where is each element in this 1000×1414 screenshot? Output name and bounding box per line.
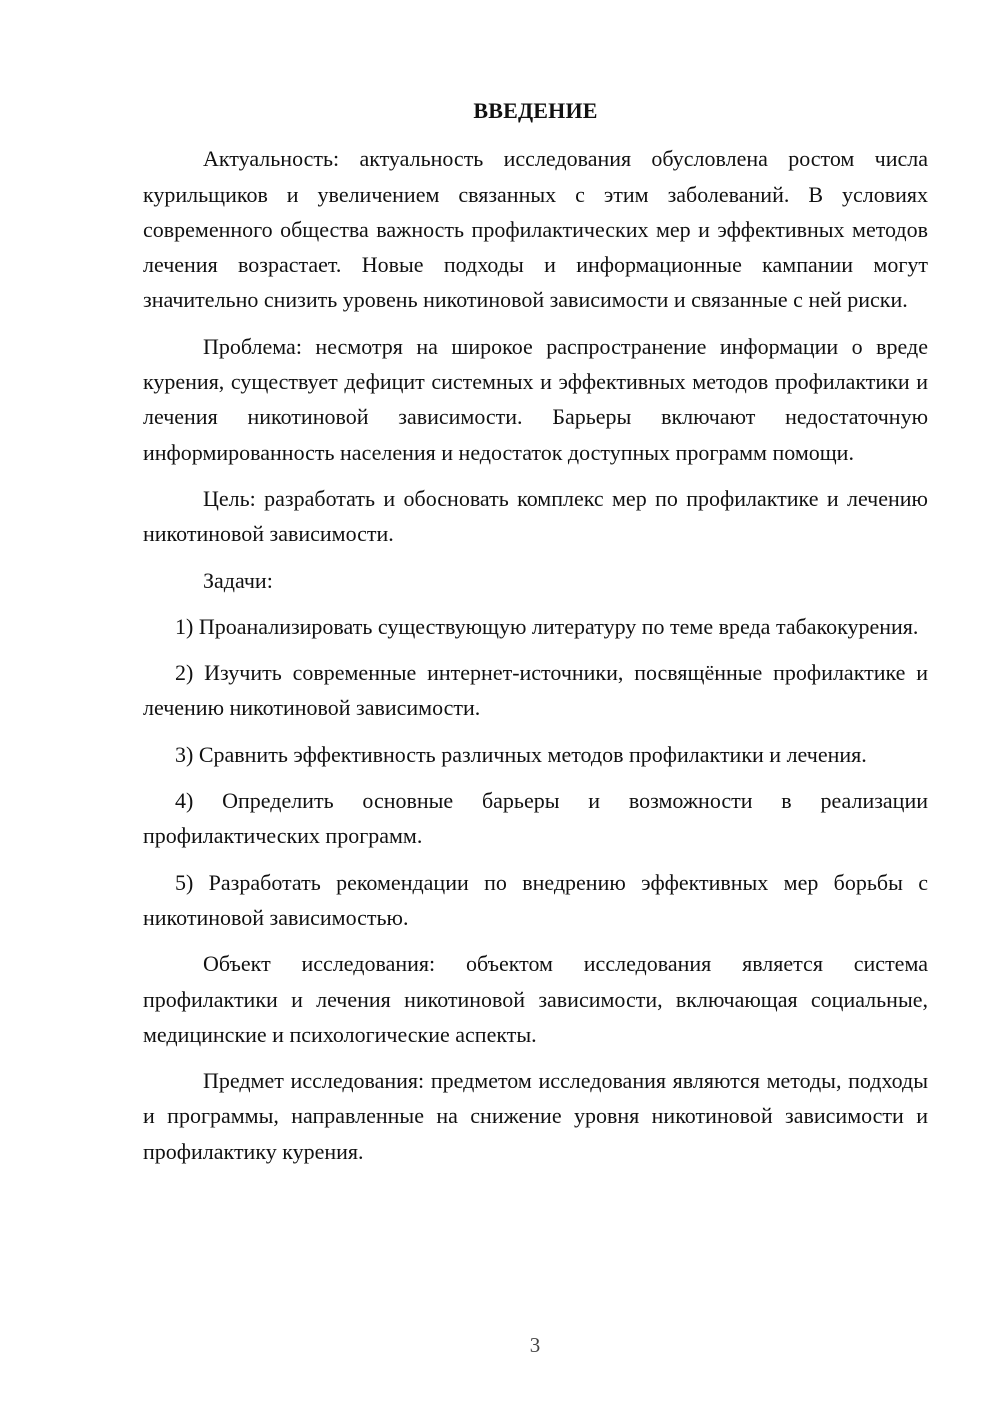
document-body	[143, 93, 928, 1180]
section-heading: ВВЕДЕНИЕ	[473, 98, 598, 123]
task-item-3: 3) Сравнить эффективность различных методов профилактики и лечения.	[175, 741, 867, 767]
task-item-2: 2) Изучить современные интернет-источники, посвящённые профилактике и лечению никотиновой зависимости.	[143, 660, 928, 721]
task-item-4: 4) Определить основные барьеры и возможности в реализации профилактических программ.	[143, 788, 928, 849]
tasks-label: Задачи:	[203, 567, 273, 593]
task-item-1: 1) Проанализировать существующую литературу по теме вреда табакокурения.	[175, 613, 919, 639]
paragraph-problem: Проблема: несмотря на широкое распространение информации о вреде курения, существует дефицит системных и эффективных методов профилактики и лечения никотиновой зависимости. Барьеры включают недостаточную информированность населения и недостаток доступных программ помощи.	[143, 333, 928, 465]
task-item-5: 5) Разработать рекомендации по внедрению эффективных мер борьбы с никотиновой зависимостью.	[143, 869, 928, 930]
paragraph-object: Объект исследования: объектом исследования является система профилактики и лечения никотиновой зависимости, включающая социальные, медицинские и психологические аспекты.	[143, 951, 928, 1047]
paragraph-goal: Цель: разработать и обосновать комплекс мер по профилактике и лечению никотиновой зависимости.	[143, 485, 928, 547]
page-number: 3	[529, 1333, 541, 1357]
paragraph-relevance: Актуальность: актуальность исследования обусловлена ростом числа курильщиков и увеличением связанных с этим заболеваний. В условиях современного общества важность профилактических мер и эффективных методов лечения возрастает. Новые подходы и информационные кампании могут значительно снизить уровень никотиновой зависимости и связанные с ней риски.	[143, 146, 928, 313]
paragraph-subject: Предмет исследования: предметом исследования являются методы, подходы и программы, направленные на снижение уровня никотиновой зависимости и профилактику курения.	[143, 1068, 928, 1164]
